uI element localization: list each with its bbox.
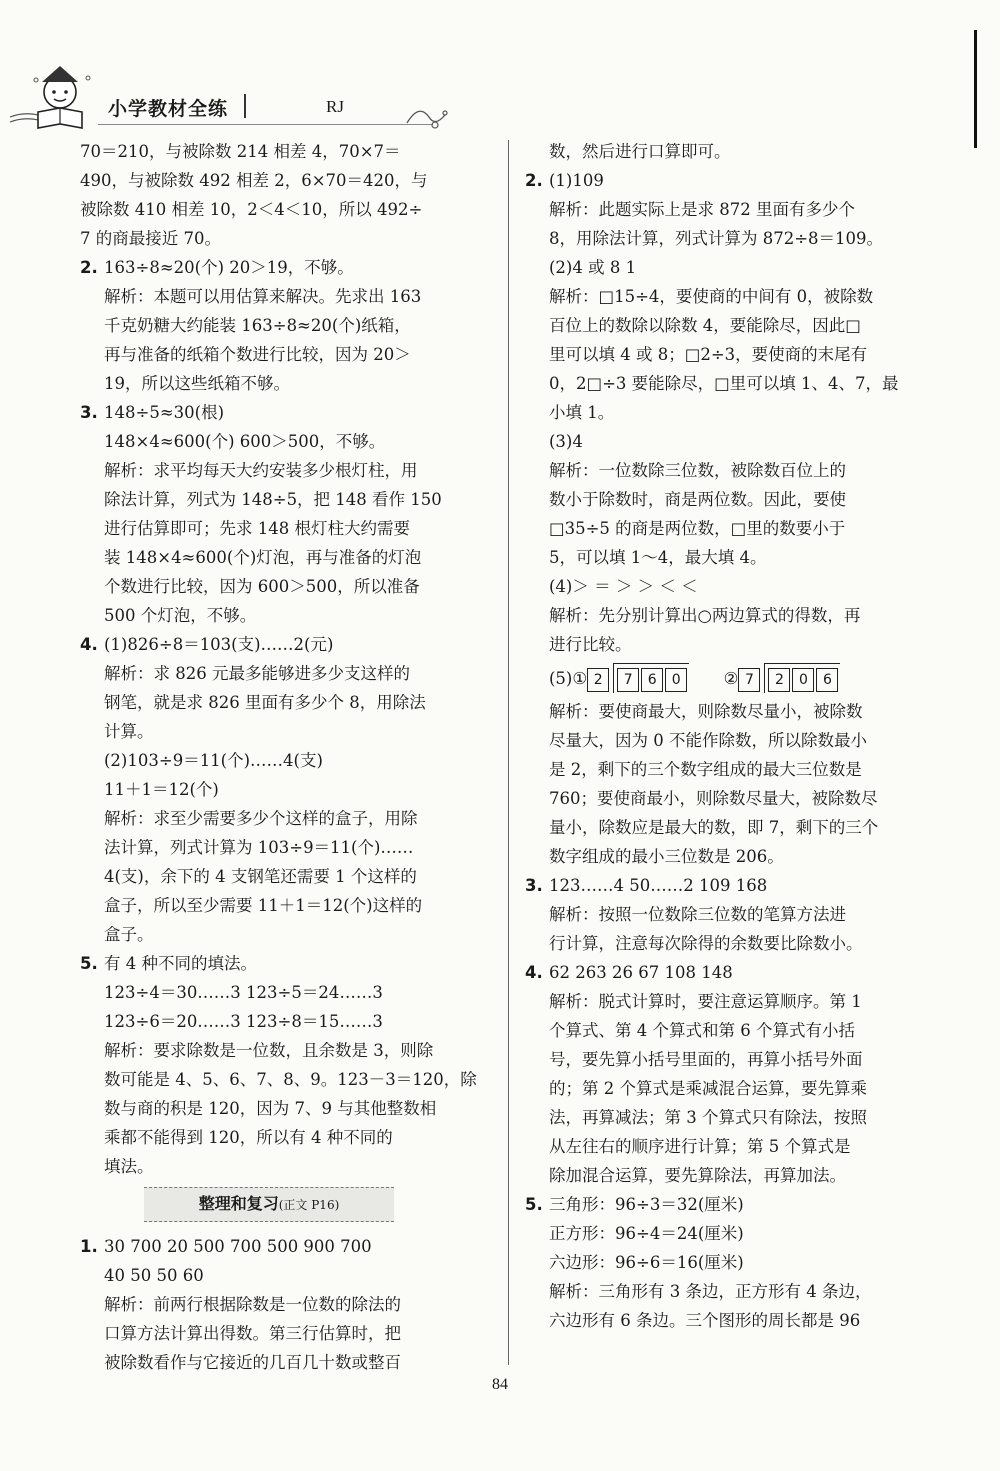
answer-line: (2)4 或 8 1 — [549, 258, 637, 277]
explanation-line: 解析：求至少需要多少个这样的盒子，用除 — [104, 809, 418, 828]
explanation-line: □35÷5 的商是两位数，□里的数要小于 — [549, 519, 846, 538]
explanation-line: 数可能是 4、5、6、7、8、9。123－3＝120，除 — [104, 1070, 477, 1089]
explanation-line: 除法计算，列式为 148÷5，把 148 看作 150 — [104, 490, 442, 509]
explanation-line: 小填 1。 — [549, 403, 615, 422]
answer-line: 2. 163÷8≈20(个) 20＞19，不够。 — [80, 253, 490, 282]
page-edge-mark — [974, 30, 977, 148]
question-number: 2. — [80, 258, 98, 277]
explanation-line: 19，所以这些纸箱不够。 — [104, 374, 290, 393]
explanation-line: 4(支)，余下的 4 支钢笔还需要 1 个这样的 — [104, 867, 417, 886]
left-column — [80, 137, 490, 1377]
explanation-line: 解析：本题可以用估算来解决。先求出 163 — [104, 287, 422, 306]
explanation-line: 从左往右的顺序进行计算；第 5 个算式是 — [549, 1137, 851, 1156]
answer-line: 3. 148÷5≈30(根) — [80, 398, 490, 427]
question-number: 1. — [80, 1237, 98, 1256]
explanation-line: 法计算，列式计算为 103÷9＝11(个)…… — [104, 838, 414, 857]
division-boxes-line: (5)① 2 7 6 0 ② 7 2 0 6 — [525, 663, 925, 693]
question-number: 3. — [80, 403, 98, 422]
explanation-line: 行计算，注意每次除得的余数要比除数小。 — [549, 934, 863, 953]
title-separator — [244, 94, 246, 118]
explanation-line: 数与商的积是 120，因为 7、9 与其他整数相 — [104, 1099, 437, 1118]
question-number: 3. — [525, 876, 543, 895]
text-line: 7 的商最接近 70。 — [80, 229, 221, 248]
explanation-line: 号，要先算小括号里面的，再算小括号外面 — [549, 1050, 863, 1069]
digit-box: 0 — [665, 668, 687, 692]
explanation-line: 计算。 — [104, 722, 154, 741]
question-number: 4. — [80, 635, 98, 654]
explanation-line: 乘都不能得到 120，所以有 4 种不同的 — [104, 1128, 393, 1147]
digit-box: 7 — [617, 668, 639, 692]
explanation-line: 尽量大，因为 0 不能作除数，所以除数最小 — [549, 731, 867, 750]
explanation-line: 0，2□÷3 要能除尽，□里可以填 1、4、7，最 — [549, 374, 899, 393]
explanation-line: 盒子，所以至少需要 11＋1＝12(个)这样的 — [104, 896, 423, 915]
explanation-line: 解析：此题实际上是求 872 里面有多少个 — [549, 200, 855, 219]
explanation-line: 填法。 — [104, 1157, 154, 1176]
answer-line: 5. 三角形：96÷3＝32(厘米) — [525, 1190, 925, 1219]
section-heading — [144, 1187, 394, 1222]
text-line: 70＝210，与被除数 214 相差 4，70×7＝ — [80, 142, 401, 161]
section-title: 整理和复习 — [198, 1194, 279, 1213]
explanation-line: 解析：□15÷4，要使商的中间有 0，被除数 — [549, 287, 874, 306]
digit-box: 2 — [768, 668, 790, 692]
answer-line: 1. 30 700 20 500 700 500 900 700 — [80, 1232, 490, 1261]
answer-line: 六边形：96÷6＝16(厘米) — [549, 1253, 744, 1272]
explanation-line: 解析：求平均每天大约安装多少根灯柱，用 — [104, 461, 418, 480]
explanation-line: 进行比较。 — [549, 635, 632, 654]
dividend-bracket — [613, 663, 689, 693]
explanation-line: 解析：前两行根据除数是一位数的除法的 — [104, 1295, 401, 1314]
explanation-line: 解析：要使商最大，则除数尽量小，被除数 — [549, 702, 863, 721]
explanation-line: 是 2，剩下的三个数字组成的最大三位数是 — [549, 760, 862, 779]
explanation-line: 千克奶糖大约能装 163÷8≈20(个)纸箱， — [104, 316, 411, 335]
digit-box: 6 — [816, 668, 838, 692]
answer-line: 3. 123……4 50……2 109 168 — [525, 871, 925, 900]
digit-box: 0 — [792, 668, 814, 692]
mascot-reading-icon — [8, 62, 103, 137]
divisor-box: 2 — [587, 668, 609, 692]
question-number: 2. — [525, 171, 543, 190]
explanation-line: 数小于除数时，商是两位数。因此，要使 — [549, 490, 846, 509]
explanation-line: 六边形有 6 条边。三个图形的周长都是 96 — [549, 1311, 861, 1330]
explanation-line: 除加混合运算，要先算除法，再算加法。 — [549, 1166, 846, 1185]
explanation-line: 5，可以填 1～4，最大填 4。 — [549, 548, 767, 567]
answer-line: (3)4 — [549, 432, 583, 451]
explanation-line: 解析：要求除数是一位数，且余数是 3，则除 — [104, 1041, 434, 1060]
text-line: 被除数 410 相差 10，2＜4＜10，所以 492÷ — [80, 200, 423, 219]
answer-line: (2)103÷9＝11(个)……4(支) — [104, 751, 323, 770]
explanation-line: 500 个灯泡，不够。 — [104, 606, 257, 625]
explanation-line: 盒子。 — [104, 925, 154, 944]
text-line: 490，与被除数 492 相差 2，6×70＝420，与 — [80, 171, 428, 190]
answer-line: 123÷6＝20……3 123÷8＝15……3 — [104, 1012, 383, 1031]
explanation-line: 钢笔，就是求 826 里面有多少个 8，用除法 — [104, 693, 426, 712]
explanation-line: 个数进行比较，因为 600＞500，所以准备 — [104, 577, 420, 596]
section-reference: (正文 P16) — [278, 1198, 340, 1212]
explanation-line: 个算式、第 4 个算式和第 6 个算式有小括 — [549, 1021, 855, 1040]
explanation-line: 装 148×4≈600(个)灯泡，再与准备的灯泡 — [104, 548, 422, 567]
digit-box: 6 — [641, 668, 663, 692]
page-header — [0, 0, 1000, 150]
explanation-line: 再与准备的纸箱个数进行比较，因为 20＞ — [104, 345, 411, 364]
explanation-line: 量小，除数应是最大的数，即 7，剩下的三个 — [549, 818, 879, 837]
series-title: 小学教材全练 — [108, 98, 229, 120]
answer-line: 4. 62 263 26 67 108 148 — [525, 958, 925, 987]
explanation-line: 解析：一位数除三位数，被除数百位上的 — [549, 461, 846, 480]
explanation-line: 里可以填 4 或 8；□2÷3，要使商的末尾有 — [549, 345, 868, 364]
explanation-line: 解析：三角形有 3 条边，正方形有 4 条边， — [549, 1282, 872, 1301]
page-number: 84 — [492, 1376, 508, 1393]
answer-line: 2. (1)109 — [525, 166, 925, 195]
divisor-box: 7 — [738, 668, 760, 692]
answer-line: 4. (1)826÷8＝103(支)……2(元) — [80, 630, 490, 659]
header-rule — [98, 124, 433, 125]
answer-line: 正方形：96÷4＝24(厘米) — [549, 1224, 744, 1243]
right-column — [525, 137, 925, 1335]
explanation-line: 解析：先分别计算出○两边算式的得数，再 — [549, 606, 861, 625]
answer-line: 148×4≈600(个) 600＞500，不够。 — [104, 432, 386, 451]
explanation-line: 解析：求 826 元最多能够进多少支这样的 — [104, 664, 410, 683]
explanation-line: 数字组成的最小三位数是 206。 — [549, 847, 784, 866]
explanation-line: 的；第 2 个算式是乘减混合运算，要先算乘 — [549, 1079, 867, 1098]
question-number: 4. — [525, 963, 543, 982]
explanation-line: 解析：脱式计算时，要注意运算顺序。第 1 — [549, 992, 862, 1011]
edition-label: RJ — [326, 97, 344, 116]
explanation-line: 法，再算减法；第 3 个算式只有除法，按照 — [549, 1108, 867, 1127]
explanation-line: 被除数看作与它接近的几百几十数或整百 — [104, 1353, 401, 1372]
explanation-line: 口算方法计算出得数。第三行估算时，把 — [104, 1324, 401, 1343]
dividend-bracket — [764, 663, 840, 693]
explanation-line: 百位上的数除以除数 4，要能除尽，因此□ — [549, 316, 861, 335]
answer-line: 11＋1＝12(个) — [104, 780, 219, 799]
answer-line: 5. 有 4 种不同的填法。 — [80, 949, 490, 978]
column-divider — [508, 140, 509, 1365]
explanation-line: 解析：按照一位数除三位数的笔算方法进 — [549, 905, 846, 924]
explanation-line: 8，用除法计算，列式计算为 872÷8＝109。 — [549, 229, 884, 248]
answer-line: 40 50 50 60 — [104, 1266, 204, 1285]
explanation-line: 数，然后进行口算即可。 — [549, 142, 731, 161]
question-number: 5. — [525, 1195, 543, 1214]
question-number: 5. — [80, 954, 98, 973]
answer-line: (4)＞ ＝ ＞ ＞ ＜ ＜ — [549, 577, 698, 596]
explanation-line: 760；要使商最小，则除数尽量大，被除数尽 — [549, 789, 878, 808]
explanation-line: 进行估算即可；先求 148 根灯柱大约需要 — [104, 519, 410, 538]
answer-line: 123÷4＝30……3 123÷5＝24……3 — [104, 983, 383, 1002]
swirl-ornament-icon — [405, 103, 449, 133]
